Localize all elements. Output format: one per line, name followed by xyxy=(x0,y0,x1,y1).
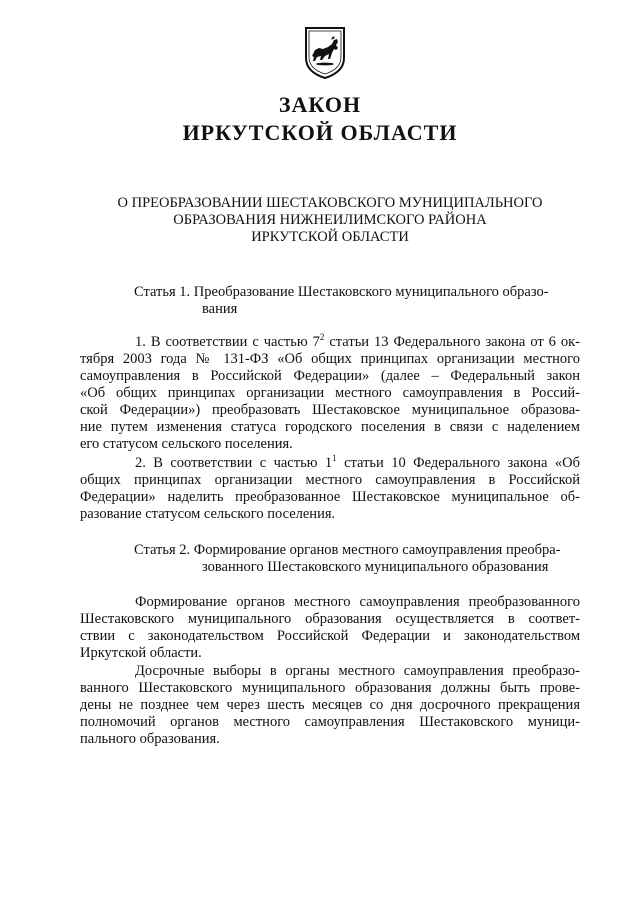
paragraph-line: ствии с законодательством Российской Федерации и законодательством xyxy=(80,628,580,644)
article1-paragraph1 xyxy=(80,334,580,453)
paragraph-line: общих принципах организации местного самоуправления в Российской xyxy=(80,472,580,488)
article1-heading-line2: вания xyxy=(202,301,238,317)
paragraph-line: самоуправления в Российской Федерации» (далее – Федеральный закон xyxy=(80,368,580,384)
irkutsk-coat-of-arms-icon xyxy=(303,26,347,80)
paragraph-line: Шестаковского муниципального образования осуществляется в соответ- xyxy=(80,611,580,627)
paragraph-line: Иркутской области. xyxy=(80,645,202,661)
paragraph-line: полномочий органов местного самоуправления Шестаковского муници- xyxy=(80,714,580,730)
paragraph-line: его статусом сельского поселения. xyxy=(80,436,293,452)
paragraph-line: Формирование органов местного самоуправления преобразованного xyxy=(135,594,580,610)
subtitle-line: ИРКУТСКОЙ ОБЛАСТИ xyxy=(251,229,409,245)
subtitle-line: О ПРЕОБРАЗОВАНИИ ШЕСТАКОВСКОГО МУНИЦИПАЛЬНОГО xyxy=(117,195,543,211)
law-subtitle xyxy=(60,195,600,246)
subtitle-line: ОБРАЗОВАНИЯ НИЖНЕИЛИМСКОГО РАЙОНА xyxy=(173,212,487,228)
paragraph-line: дены не позднее чем через шесть месяцев со дня досрочного прекращения xyxy=(80,697,580,713)
article2-paragraph1 xyxy=(80,594,580,662)
article2-paragraph2 xyxy=(80,663,580,748)
paragraph-line: 1. В соответствии с частью $7^2$ статьи 13 Федерального закона от 6 ок- xyxy=(135,332,580,350)
article2-heading xyxy=(134,542,584,576)
article1-heading-line1: Статья 1. Преобразование Шестаковского муниципального образо- xyxy=(134,284,549,300)
paragraph-line: ской Федерации») преобразовать Шестаковское муниципальное образова- xyxy=(80,402,580,418)
article1-heading xyxy=(134,284,584,318)
paragraph-line: «Об общих принципах организации местного самоуправления в Россий- xyxy=(80,385,580,401)
paragraph-line: Досрочные выборы в органы местного самоуправления преобразо- xyxy=(135,663,580,679)
paragraph-line: Федерации» наделить преобразованное Шестаковское муниципальное об- xyxy=(80,489,580,505)
paragraph-line: пального образования. xyxy=(80,731,220,747)
paragraph-line: ванного Шестаковского муниципального образования должны быть прове- xyxy=(80,680,580,696)
law-title-line2: ИРКУТСКОЙ ОБЛАСТИ xyxy=(182,120,458,145)
law-title-line1: ЗАКОН xyxy=(278,92,362,117)
paragraph-line: ние путем изменения статуса городского поселения в связи с наделением xyxy=(80,419,580,435)
paragraph-line: 2. В соответствии с частью $1^1$ статьи 10 Федерального закона «Об xyxy=(135,453,580,471)
article2-heading-line2: зованного Шестаковского муниципального образования xyxy=(202,559,549,575)
coat-of-arms-emblem xyxy=(303,26,347,80)
article2-heading-line1: Статья 2. Формирование органов местного самоуправления преобра- xyxy=(134,542,561,558)
paragraph-line: тября 2003 года № 131-ФЗ «Об общих принципах организации местного xyxy=(80,351,580,367)
paragraph-line: разование статусом сельского поселения. xyxy=(80,506,336,522)
article1-paragraph2 xyxy=(80,455,580,523)
